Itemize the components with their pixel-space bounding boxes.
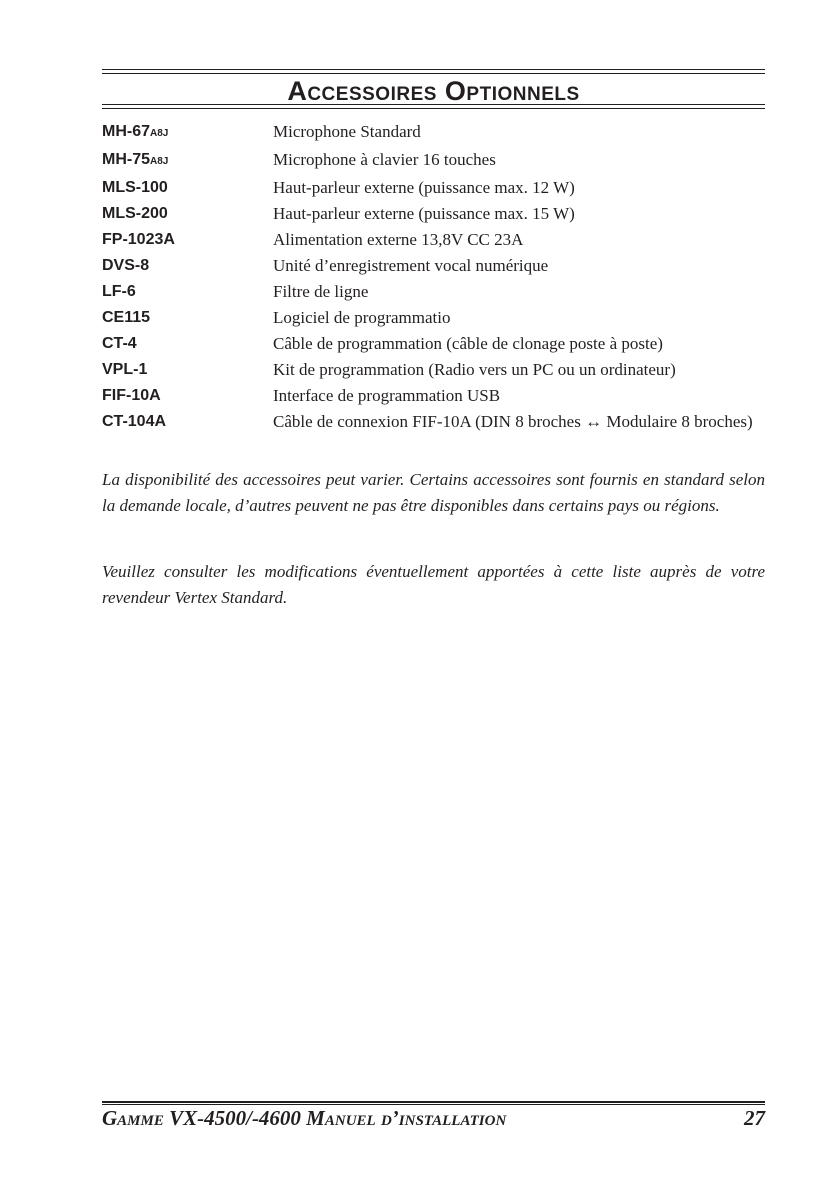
accessory-model: CT-4 <box>102 335 137 352</box>
accessory-model: FP-1023A <box>102 231 175 248</box>
page-number: 27 <box>744 1106 765 1130</box>
accessory-description: Microphone à clavier 16 touches <box>273 150 496 169</box>
accessory-description: Câble de connexion FIF-10A (DIN 8 broches ↔ Modulaire 8 broches) <box>273 412 753 431</box>
accessory-list <box>102 119 765 435</box>
accessory-model: LF-6 <box>102 283 136 300</box>
accessory-description: Interface de programmation USB <box>273 386 501 405</box>
dealer-note: Veuillez consulter les modifications éventuellement apportées à cette liste auprès de votre revendeur Vertex Standard. <box>102 562 765 607</box>
accessory-description: Haut-parleur externe (puissance max. 12 W) <box>273 178 575 197</box>
accessory-row <box>102 147 765 175</box>
accessory-model: MH-75A8J <box>102 151 169 168</box>
accessory-description: Microphone Standard <box>273 122 421 141</box>
accessory-row <box>102 305 765 331</box>
accessory-row <box>102 253 765 279</box>
availability-note: La disponibilité des accessoires peut varier. Certains accessoires sont fournis en standard selon la demande locale, d’autres peuvent ne pas être disponibles dans certains pays ou régions. <box>102 470 765 515</box>
accessory-description: Haut-parleur externe (puissance max. 15 W) <box>273 204 575 223</box>
accessory-model: FIF-10A <box>102 387 161 404</box>
accessory-description: Logiciel de programmatio <box>273 308 451 327</box>
accessory-model: VPL-1 <box>102 361 148 378</box>
accessory-model: MH-67A8J <box>102 123 169 140</box>
footer-manual-title: Gamme VX-4500/-4600 Manuel d’installation <box>102 1106 507 1130</box>
accessory-row <box>102 175 765 201</box>
accessory-row <box>102 227 765 253</box>
accessory-description: Alimentation externe 13,8V CC 23A <box>273 230 524 249</box>
accessory-row <box>102 409 765 435</box>
accessory-description: Kit de programmation (Radio vers un PC ou un ordinateur) <box>273 360 676 379</box>
accessory-row <box>102 331 765 357</box>
heading-rule-top <box>102 69 765 74</box>
model-suffix: A8J <box>150 156 169 167</box>
accessory-model: MLS-100 <box>102 179 168 196</box>
accessory-row <box>102 383 765 409</box>
accessory-row <box>102 279 765 305</box>
accessory-model: CT-104A <box>102 413 167 430</box>
accessory-model: DVS-8 <box>102 257 150 274</box>
accessory-description: Filtre de ligne <box>273 282 369 301</box>
page-title: Accessoires Optionnels <box>287 76 580 106</box>
accessory-row <box>102 357 765 383</box>
heading-rule-bottom <box>102 104 765 109</box>
accessory-description: Câble de programmation (câble de clonage poste à poste) <box>273 334 663 353</box>
model-suffix: A8J <box>150 128 169 139</box>
accessory-model: CE115 <box>102 309 151 326</box>
accessory-description: Unité d’enregistrement vocal numérique <box>273 256 549 275</box>
accessory-row <box>102 201 765 227</box>
accessory-row <box>102 119 765 147</box>
accessory-model: MLS-200 <box>102 205 168 222</box>
